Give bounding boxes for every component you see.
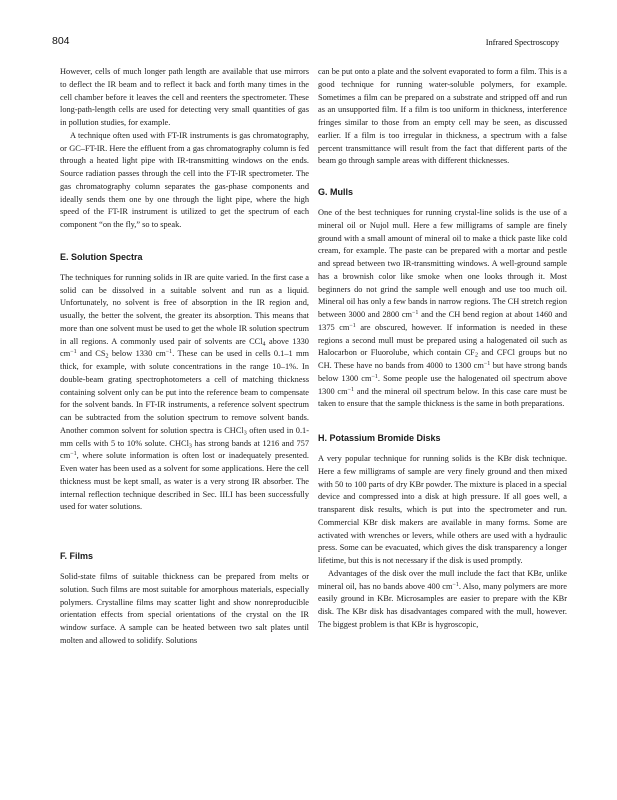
right-column: [318, 66, 567, 632]
paragraph-gc-ftir: A technique often used with FT-IR instruments is gas chromatography, or GC–FT-IR. Here the effluent from a gas chromatography column is fed through a heated light pipe with IR-transmitting windows on the ends. Source radiation passes through the cell into the FT-IR spectrometer. The gas chromatography column separates the gas-phase components and ideally sends them one by one through the light pipe, where the high speed of the FT-IR instrument is utilized to get the spectrum of each component “on the fly,” so to speak.: [60, 130, 309, 229]
paragraph-kbr-advantages: Advantages of the disk over the mull include the fact that KBr, unlike mineral oil, has no bands above 400 $cm^{-1}$. Also, many polymers are more easily ground in KBr. Microsamples are easier to prepare with the KBr disk. The KBr disk has disadvantages compared with the mull, however. The biggest problem is that KBr is hygroscopic,: [318, 568, 567, 629]
paragraph-solution-spectra: The techniques for running solids in IR are quite varied. In the first case a solid can be dissolved in a suitable solvent and run as a liquid. Unfortunately, no solvent is free of absorption in the IR region and, usually, the better the solvent, the greater its absorption. This means that more than one solvent must be used to get the whole IR solution spectrum in all regions. A commonly used pair of solvents are CCl$_4$ above 1330 $cm^{-1}$ and $CS_2$ below 1330 $cm^{-1}$. These can be used in cells 0.1–1 mm thick, for example, with solute concentrations in the range 10–1%. In double-beam grating spectrophotometers a cell of matching thickness containing solvent only can be put into the reference beam to compensate for the solvent bands. In FT-IR instruments, a reference solvent spectrum can be subtracted from the solution spectrum to remove solvent bands. Another common solvent for solution spectra is CHCl$_3$ often used in 0.1-mm cells with 5 to 10% solute. CHCl$_3$ has strong bands at 1216 and 757 $cm^{-1}$, where solute information is often lost or inadequately presented. Even water has been used as a solvent for some applications. Here the cell thickness must be kept small, as water is a very strong IR absorber. The internal reflection technique described in Sec. III.I has been successfully used for water solutions.: [60, 272, 310, 512]
page-number: 804: [52, 35, 70, 47]
paragraph-kbr-technique: A very popular technique for running solids is the KBr disk technique. Here a few milligrams of sample are very finely ground and then mixed with 50 to 100 parts of dry KBr powder. The mixture is placed in a special device and compressed into a disk at high pressure. If all goes well, a transparent disk results, which is put into the spectrometer and run. Commercial KBr disk makers are available in many forms. Some are activated with wrenches or levers, while others are used with a hydraulic press. Some can be evacuated, which gives the disk transparency a longer lifetime, but this is not necessary if the disk is used promptly.: [318, 454, 567, 565]
heading-films: F. Films: [60, 551, 94, 561]
paragraph-mulls: One of the best techniques for running crystal-line solids is the use of a mineral oil or Nujol mull. Here a few milligrams of sample are finely ground with a small amount of mineral oil to make a thick paste like cold cream, for example. The paste can be prepared with a mortar and pestle and spread between two IR-transmitting windows. A well-ground sample has a brownish color like smoke when one looks through it. Most beginners do not grind the sample well enough and use too much oil. Mineral oil has only a few bands in narrow regions. The CH stretch region between 3000 and 2800 $cm^{-1}$ and the CH bend region at about 1460 and 1375 $cm^{-1}$ are obscured, however. If information is needed in these regions a second mull must be prepared using a halogenated oil such as Halocarbon or Fluorolube, which contain $CF_2$ and CFCl groups but no CH. These have no bands from 4000 to 1300 $cm^{-1}$ but have strong bands below 1300 $cm^{-1}$. Some people use the halogenated oil spectrum above 1300 $cm^{-1}$ and the mineral oil spectrum below. In this case care must be taken to ensure that the sample thickness is the same in both preparations.: [318, 208, 568, 409]
paragraph-long-path-cells: However, cells of much longer path length are available that use mirrors to deflect the IR beam and to reflect it back and forth many times in the cell chamber before it leaves the cell and reenters the spectrometer. These long-path-length cells are used for detecting very small quantities of gas in pollution studies, for example.: [60, 67, 309, 127]
heading-potassium-bromide-disks: H. Potassium Bromide Disks: [318, 433, 441, 443]
heading-solution-spectra: E. Solution Spectra: [60, 251, 143, 262]
paragraph-films: Solid-state films of suitable thickness can be prepared from melts or solution. Such films are most suitable for amorphous materials, especially polymers. Crystalline films may scatter light and show nonreproducible orientation effects from special orientations of the crystal on the IR window surface. A sample can be heated between two salt plates until molten and allowed to solidify. Solutions: [60, 572, 309, 645]
heading-mulls: G. Mulls: [318, 187, 354, 197]
left-column: [60, 66, 309, 648]
paragraph-films-continued: can be put onto a plate and the solvent evaporated to form a film. This is a good technique for running water-soluble polymers, for example. Sometimes a film can be prepared on a substrate and stripped off and run as an unsupported film. If a film is too uniform in thickness, interference fringes similar to those from an empty cell may be seen, as discussed earlier. If a film is too irregular in thickness, a spectrum with a false percent transmittance will result from the fact that different parts of the beam go through sample areas with different thicknesses.: [318, 67, 567, 166]
running-head: Infrared Spectroscopy: [485, 37, 559, 47]
